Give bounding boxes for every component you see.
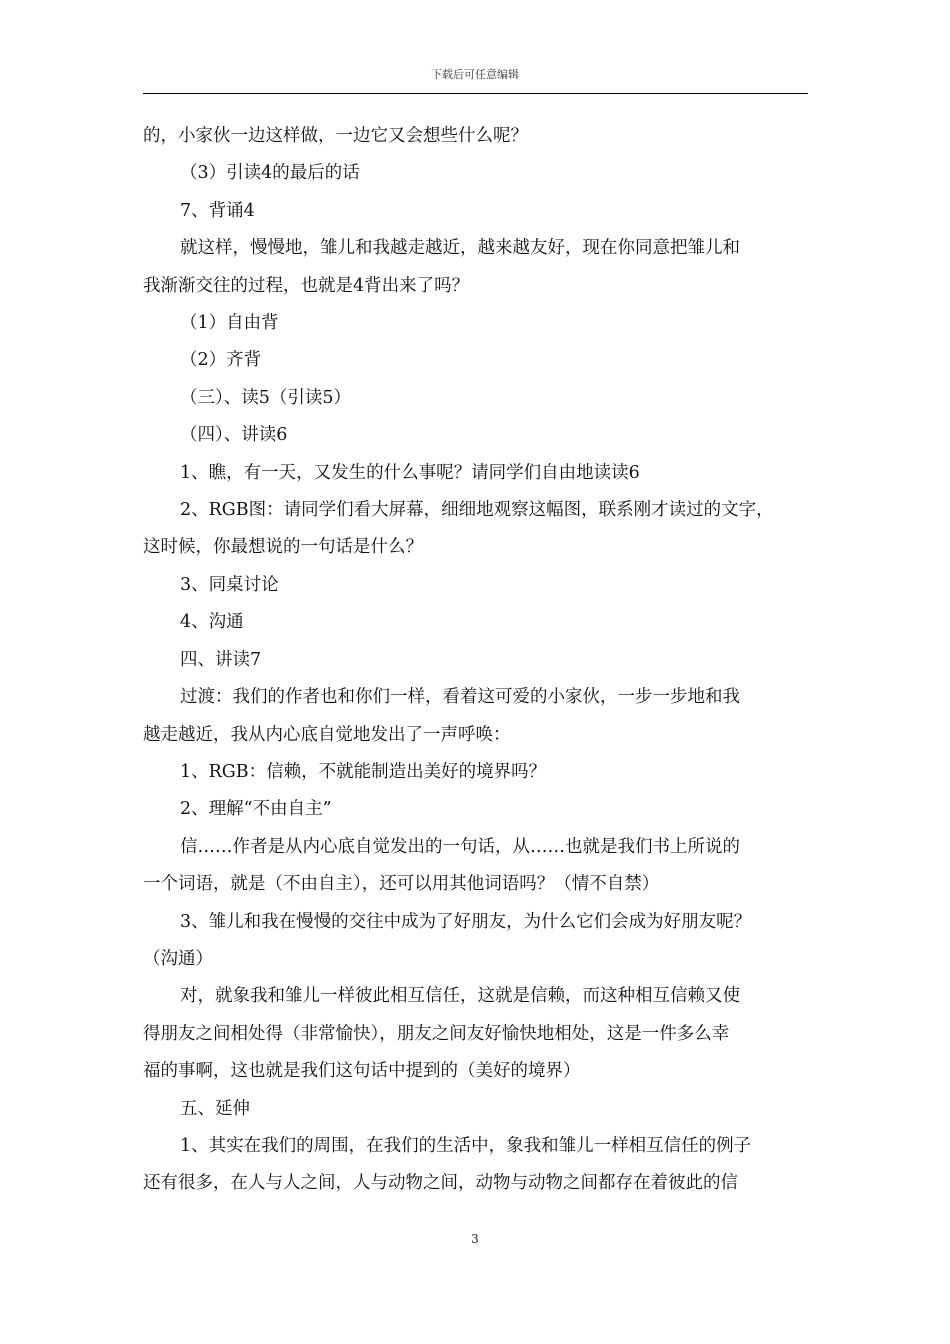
paragraph-line: 福的事啊，这也就是我们这句话中提到的（美好的境界） [143, 1061, 581, 1082]
paragraph-line: 还有很多，在人与人之间，人与动物之间，动物与动物之间都存在着彼此的信 [143, 1173, 738, 1194]
paragraph-line: 四、讲读7 [180, 649, 262, 670]
paragraph-line: 2、理解“不由自主” [180, 799, 332, 820]
paragraph-line: 信……作者是从内心底自觉发出的一句话，从……也就是我们书上所说的 [180, 836, 740, 857]
page-header: 下载后可任意编辑 [431, 68, 519, 81]
page-number: 3 [471, 1232, 479, 1246]
paragraph-line: （沟通） [143, 948, 213, 969]
paragraph-line: 就这样，慢慢地，雏儿和我越走越近，越来越友好，现在你同意把雏儿和 [180, 238, 740, 259]
paragraph-line: （1）自由背 [180, 313, 279, 334]
paragraph-line: 1、RGB：信赖，不就能制造出美好的境界吗？ [180, 761, 547, 782]
paragraph-line: 我渐渐交往的过程，也就是4背出来了吗？ [143, 275, 470, 296]
paragraph-line: 越走越近，我从内心底自觉地发出了一声呼唤： [143, 724, 511, 745]
paragraph-line: 3、雏儿和我在慢慢的交往中成为了好朋友，为什么它们会成为好朋友呢？ [180, 911, 752, 932]
body-text [143, 118, 811, 1203]
header-rule [143, 93, 808, 94]
paragraph-line: 过渡：我们的作者也和你们一样，看着这可爱的小家伙，一步一步地和我 [180, 687, 740, 708]
paragraph-line: 得朋友之间相处得（非常愉快），朋友之间友好愉快地相处，这是一件多么幸 [143, 1023, 730, 1044]
paragraph-line: 3、同桌讨论 [180, 574, 279, 595]
paragraph-line: 1、其实在我们的周围，在我们的生活中，象我和雏儿一样相互信任的例子 [180, 1135, 752, 1156]
paragraph-line: 4、沟通 [180, 612, 244, 633]
paragraph-line: （3）引读4的最后的话 [180, 163, 360, 184]
paragraph-line: 的，小家伙一边这样做，一边它又会想些什么呢？ [143, 126, 528, 146]
paragraph-line: 2、RGB图：请同学们看大屏幕，细细地观察这幅图，联系刚才读过的文字， [180, 500, 774, 521]
paragraph-line: 一个词语，就是（不由自主），还可以用其他词语吗？（情不自禁） [143, 874, 660, 895]
paragraph-line: （三）、读5（引读5） [180, 387, 352, 408]
paragraph-line: （2）齐背 [180, 350, 262, 371]
paragraph-line: 对，就象我和雏儿一样彼此相互信任，这就是信赖，而这种相互信赖又使 [180, 986, 740, 1007]
paragraph-line: （四）、讲读6 [180, 425, 288, 446]
paragraph-line: 这时候，你最想说的一句话是什么？ [143, 537, 423, 558]
paragraph-line: 五、延伸 [180, 1098, 250, 1119]
paragraph-line: 7、背诵4 [180, 200, 255, 221]
paragraph-line: 1、瞧，有一天，又发生的什么事呢？请同学们自由地读读6 [180, 462, 640, 483]
